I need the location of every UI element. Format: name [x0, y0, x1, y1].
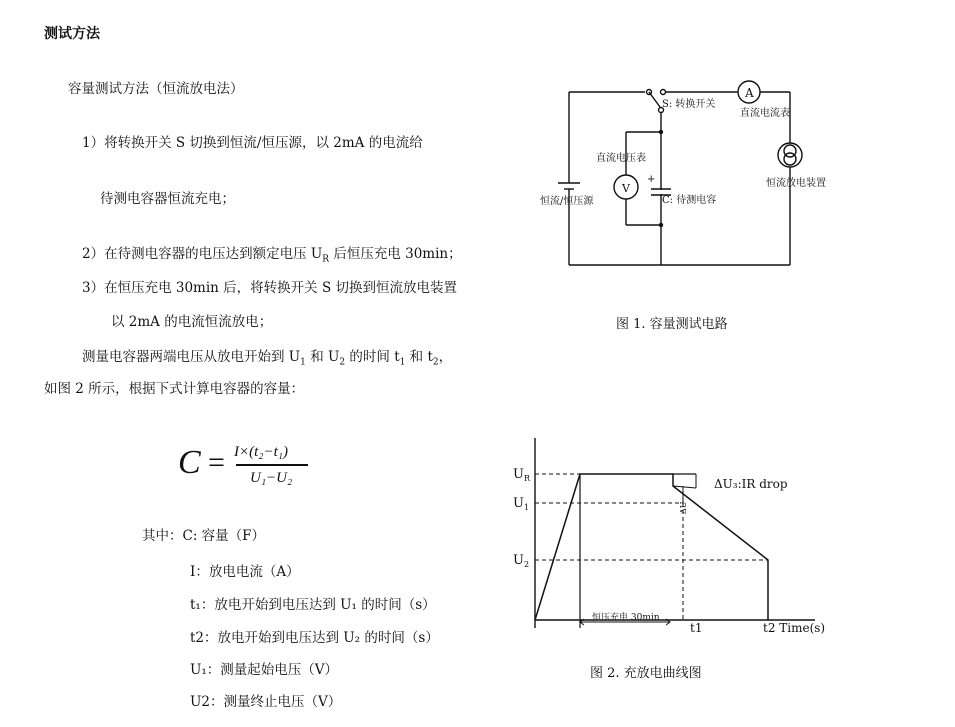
u2-label: $U_2$: [513, 553, 530, 569]
formula-fraction-bar: [236, 464, 308, 466]
switch-label: S: 转换开关: [662, 99, 716, 110]
ammeter-symbol: A: [745, 86, 754, 100]
fig1-caption: 图 1. 容量测试电路: [616, 317, 728, 332]
delta-u-label: ΔU: [679, 501, 688, 514]
ammeter-label: 直流电流表: [740, 108, 790, 119]
legend-item: U2：测量终止电压（V）: [190, 694, 342, 710]
switch-blade-icon: [649, 92, 660, 107]
legend-intro: 其中：C: 容量（F）: [142, 528, 266, 544]
u1-label: $U_1$: [513, 496, 530, 512]
legend-item: t2：放电开始到电压达到 U₂ 的时间（s）: [190, 630, 439, 646]
load-label: 恒流放电装置: [766, 178, 826, 189]
fig2-caption: 图 2. 充放电曲线图: [590, 666, 702, 681]
capacitor-plus: +: [647, 174, 656, 185]
legend-item: I：放电电流（A）: [190, 564, 300, 580]
formula-lhs: C: [178, 444, 201, 481]
capacitor-label: C: 待测电容: [662, 195, 717, 206]
step-3-cont: 以 2mA 的电流恒流放电；: [111, 314, 273, 330]
step-2: 2）在待测电容器的电压达到额定电压 $U_R$ 后恒压充电 30min；: [82, 246, 462, 265]
ir-drop-label: ΔU₃:IR drop: [714, 477, 788, 491]
hold-duration-label: 恒压充电 30min: [592, 613, 660, 623]
source-label: 恒流/恒压源: [540, 196, 594, 207]
voltmeter-symbol: V: [622, 182, 630, 195]
charge-discharge-chart: [510, 430, 840, 640]
step-3: 3）在恒压充电 30min 后，将转换开关 S 切换到恒流放电装置: [82, 280, 457, 296]
voltage-curve: [535, 474, 768, 620]
t1-label: t1: [690, 621, 703, 635]
formula-denominator: U₁−U₂: [250, 470, 293, 486]
section-title: 测试方法: [44, 26, 100, 42]
legend-item: t₁：放电开始到电压达到 U₁ 的时间（s）: [190, 597, 436, 613]
legend-item: U₁：测量起始电压（V）: [190, 662, 339, 678]
circuit-diagram: [520, 75, 850, 275]
measure-line-1: 测量电容器两端电压从放电开始到 $U_1$ 和 $U_2$ 的时间 $t_1$ 和 $t_2$，: [82, 349, 453, 368]
measure-line-2: 如图 2 所示，根据下式计算电容器的容量：: [44, 381, 305, 397]
step-1-cont: 待测电容器恒流充电；: [100, 191, 235, 207]
capacity-formula: [178, 440, 328, 490]
method-title: 容量测试方法（恒流放电法）: [68, 81, 244, 97]
formula-numerator: I×(t₂−t₁): [234, 444, 288, 460]
current-source-icon: [778, 143, 802, 167]
formula-equals: =: [208, 446, 225, 479]
t2-time-label: t2 Time(s): [763, 621, 826, 635]
ur-label: $U_R$: [513, 467, 530, 483]
voltmeter-label: 直流电压表: [596, 153, 646, 164]
step-1: 1）将转换开关 S 切换到恒流/恒压源，以 2mA 的电流给: [82, 135, 423, 151]
